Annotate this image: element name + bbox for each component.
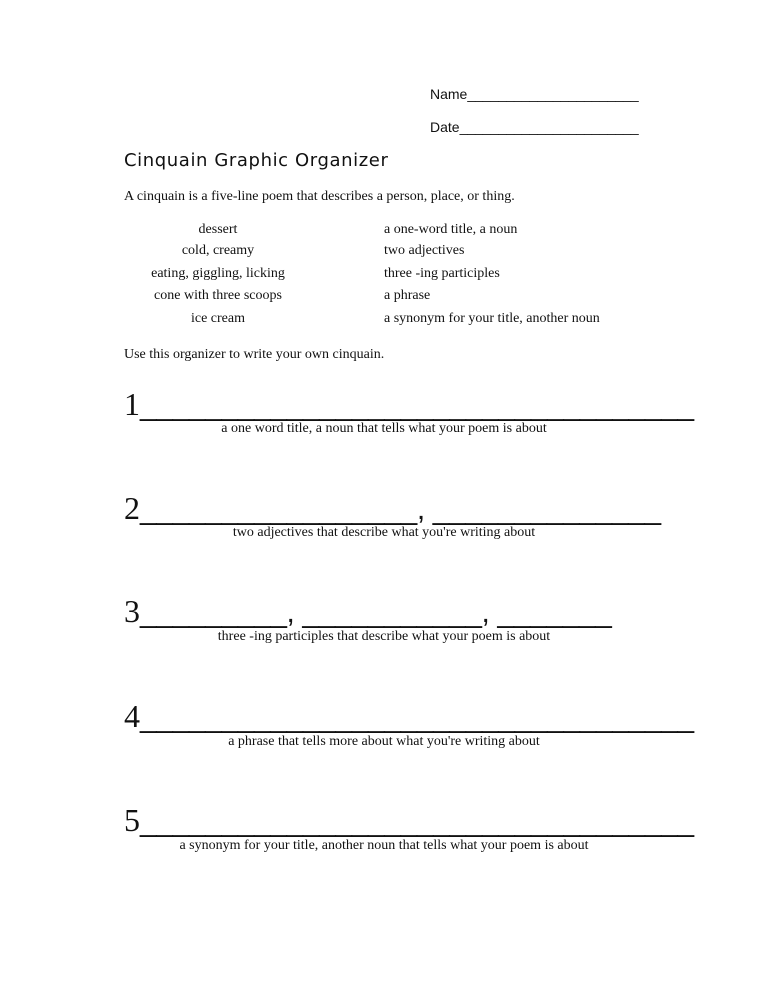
line-caption: a one word title, a noun that tells what your poem is about (221, 421, 547, 436)
answer-blank[interactable]: _________________, ______________ (140, 493, 661, 526)
example-description: a phrase (384, 288, 431, 303)
example-description: three -ing participles (384, 266, 500, 281)
poem-line-1[interactable] (124, 384, 694, 426)
answer-blank[interactable]: __________________________________ (140, 389, 694, 422)
line-caption: a phrase that tells more about what you're writing about (228, 734, 540, 749)
example-word: eating, giggling, licking (151, 266, 285, 281)
answer-blank[interactable]: _________, ___________, _______ (140, 596, 612, 629)
instruction-text: Use this organizer to write your own cinquain. (124, 347, 385, 362)
example-description: two adjectives (384, 243, 465, 258)
poem-line-2[interactable] (124, 488, 661, 530)
example-word: dessert (198, 222, 238, 237)
line-caption: a synonym for your title, another noun that tells what your poem is about (179, 838, 589, 853)
poem-line-4[interactable] (124, 696, 694, 738)
example-word: cone with three scoops (154, 288, 282, 303)
line-number: 4 (124, 698, 140, 734)
line-number: 1 (124, 386, 140, 422)
line-number: 3 (124, 593, 140, 629)
name-field[interactable]: Name______________________ (430, 86, 639, 102)
answer-blank[interactable]: __________________________________ (140, 701, 694, 734)
line-number: 2 (124, 490, 140, 526)
poem-line-3[interactable] (124, 591, 611, 633)
date-field[interactable]: Date_______________________ (430, 119, 639, 135)
example-description: a synonym for your title, another noun (384, 311, 600, 326)
line-caption: two adjectives that describe what you're writing about (232, 525, 536, 540)
answer-blank[interactable]: __________________________________ (140, 805, 694, 838)
example-word: cold, creamy (181, 243, 255, 258)
line-number: 5 (124, 802, 140, 838)
example-description: a one-word title, a noun (384, 222, 518, 237)
page-title: Cinquain Graphic Organizer (124, 150, 389, 171)
intro-text: A cinquain is a five-line poem that describes a person, place, or thing. (124, 189, 515, 204)
poem-line-5[interactable] (124, 800, 694, 842)
example-word: ice cream (190, 311, 245, 326)
line-caption: three -ing participles that describe what your poem is about (217, 629, 551, 644)
